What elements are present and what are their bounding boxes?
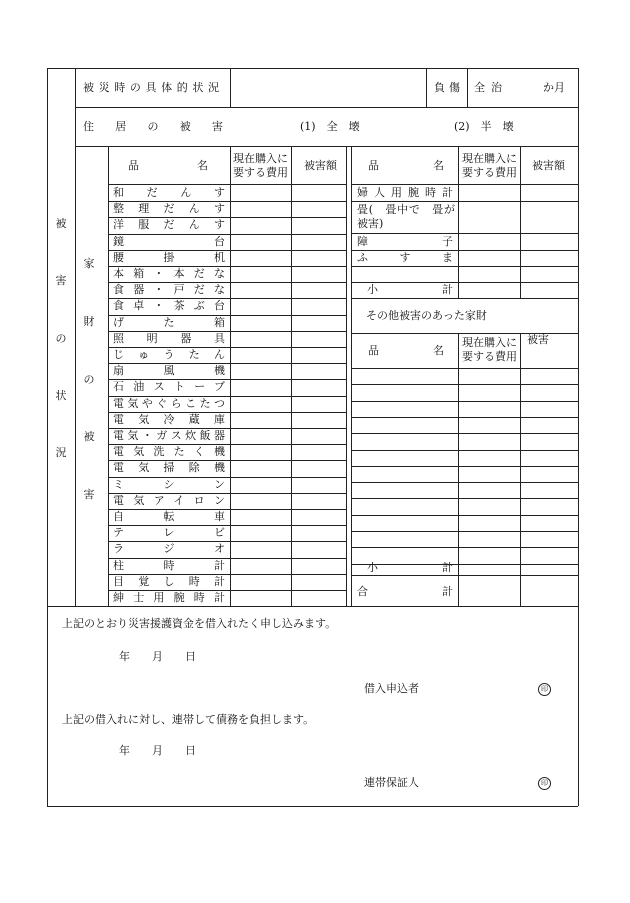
right-cost-header-3: 現在購入に <box>462 336 517 349</box>
left-item-row: 紳士用腕時計 <box>113 591 225 604</box>
rule-line <box>351 266 578 267</box>
outer-side-label-char: 状 <box>55 388 67 402</box>
left-item-row: げた箱 <box>113 316 225 329</box>
rule-line <box>426 68 427 107</box>
half-destroy-option: (2) 半 壊 <box>454 120 514 133</box>
left-item-row: 腰掛机 <box>113 251 225 264</box>
rule-line <box>75 68 76 606</box>
situation-label: 被災時の具体的状況 <box>83 81 219 94</box>
left-item-row: 電気洗たく機 <box>113 445 225 458</box>
tatami-row-2: 被害) <box>357 217 384 230</box>
left-item-row: テレビ <box>113 526 225 539</box>
applicant-seal: 印 <box>538 683 551 696</box>
rule-line <box>291 146 292 606</box>
rule-line <box>108 184 346 185</box>
left-item-row: 電気アイロン <box>113 494 225 507</box>
womens-watch-row: 婦人用腕時計 <box>357 186 453 199</box>
rule-line <box>230 68 231 107</box>
left-cost-header-1: 現在購入に <box>233 152 288 165</box>
apply-date: 年 月 日 <box>119 650 196 663</box>
fusuma-row: ふすま <box>357 251 453 264</box>
rule-line <box>47 606 578 607</box>
left-item-row: 電気やぐらこたつ <box>113 397 225 410</box>
inner-side-label <box>82 255 96 502</box>
rule-line <box>351 466 578 467</box>
rule-line <box>351 401 578 402</box>
rule-line <box>351 233 578 234</box>
rule-line <box>351 184 578 185</box>
inner-side-label-char: 家 <box>83 257 95 270</box>
rule-line <box>75 107 578 108</box>
rule-line <box>467 68 468 107</box>
left-item-header: 品 名 <box>128 159 208 172</box>
guarantor-seal: 印 <box>538 777 551 790</box>
right-item-header: 品 名 <box>368 159 444 172</box>
right-cost-header-1: 現在購入に <box>462 152 517 165</box>
subtotal-row-1: 小計 <box>367 283 453 296</box>
right-cost-header-4: 要する費用 <box>462 350 517 363</box>
total-row: 合計 <box>357 585 453 598</box>
guarantee-statement: 上記の借入れに対し、連帯して債務を負担します。 <box>62 713 315 726</box>
left-item-row: じゅうたん <box>113 348 225 361</box>
full-destroy-option: (1) 全 壊 <box>300 120 360 133</box>
left-item-row: 石油ストーブ <box>113 380 225 393</box>
guarantee-date: 年 月 日 <box>119 744 196 757</box>
rule-line <box>346 146 347 606</box>
rule-line <box>351 146 352 606</box>
left-item-row: 照明器具 <box>113 332 225 345</box>
left-item-row: 整理だんす <box>113 202 225 215</box>
housing-label: 住居の被害 <box>83 120 223 133</box>
inner-side-label-char: 害 <box>83 488 95 501</box>
outer-side-label-char: 被 <box>55 217 67 230</box>
rule-line <box>351 298 578 299</box>
full-cure-label: 全治 <box>474 81 502 94</box>
outer-side-label <box>54 215 68 460</box>
outer-side-label-char: の <box>55 331 67 345</box>
rule-line <box>520 146 521 298</box>
right-cost-header-2: 要する費用 <box>462 166 517 179</box>
rule-line <box>578 68 579 806</box>
rule-line <box>230 146 231 606</box>
left-item-row: 電気冷蔵庫 <box>113 413 225 426</box>
shoji-row: 障子 <box>357 235 453 248</box>
left-damage-header: 被害額 <box>304 159 337 172</box>
inner-side-label-char: の <box>83 372 95 386</box>
left-item-row: 食器・戸だな <box>113 283 225 296</box>
rule-line <box>458 146 459 298</box>
inner-side-label-char: 被 <box>83 430 95 444</box>
rule-line <box>351 515 578 516</box>
tatami-row-1: 畳( 畳中で 畳が <box>357 203 455 216</box>
rule-line <box>351 201 578 202</box>
left-item-row: 柱時計 <box>113 559 225 572</box>
rule-line <box>351 547 578 548</box>
left-item-row: 洋服だんす <box>113 218 225 231</box>
right-damage-header: 被害額 <box>532 159 565 172</box>
rule-line <box>351 531 578 532</box>
rule-line <box>47 68 48 806</box>
other-items-title: その他被害のあった家財 <box>366 309 487 322</box>
rule-line <box>351 368 578 369</box>
left-item-row: 電気掃除機 <box>113 461 225 474</box>
rule-line <box>351 384 578 385</box>
rule-line <box>351 417 578 418</box>
rule-line <box>351 433 578 434</box>
rule-line <box>47 806 578 807</box>
left-item-row: ラジオ <box>113 542 225 555</box>
outer-side-label-char: 況 <box>55 446 67 459</box>
right-item-header-2: 品 名 <box>368 344 444 357</box>
rule-line <box>351 575 578 576</box>
left-item-row: 食卓・茶ぶ台 <box>113 299 225 312</box>
subtotal-row-2: 小計 <box>367 561 453 574</box>
left-item-row: 電気・ガス炊飯器 <box>113 429 225 442</box>
rule-line <box>351 450 578 451</box>
rule-line <box>75 146 578 147</box>
rule-line <box>458 333 459 606</box>
left-item-row: 扇風機 <box>113 364 225 377</box>
left-item-row: 目覚し時計 <box>113 575 225 588</box>
outer-side-label-char: 害 <box>55 274 67 288</box>
rule-line <box>351 482 578 483</box>
rule-line <box>520 333 521 606</box>
left-item-row: 本箱・本だな <box>113 267 225 280</box>
apply-statement: 上記のとおり災害援護資金を借入れたく申し込みます。 <box>62 617 337 630</box>
rule-line <box>47 68 578 69</box>
injury-label: 負傷 <box>434 81 460 94</box>
guarantor-label: 連帯保証人 <box>364 776 419 789</box>
inner-side-label-char: 財 <box>83 314 95 328</box>
rule-line <box>351 498 578 499</box>
rule-line <box>108 146 109 606</box>
left-cost-header-2: 要する費用 <box>233 166 288 179</box>
left-item-row: 和だんす <box>113 186 225 199</box>
months-label: か月 <box>543 81 565 94</box>
left-item-row: 鏡台 <box>113 235 225 248</box>
applicant-label: 借入申込者 <box>364 682 419 695</box>
left-item-row: ミシン <box>113 478 225 491</box>
left-item-row: 自転車 <box>113 510 225 523</box>
right-damage-header-2: 被害 <box>527 333 549 346</box>
